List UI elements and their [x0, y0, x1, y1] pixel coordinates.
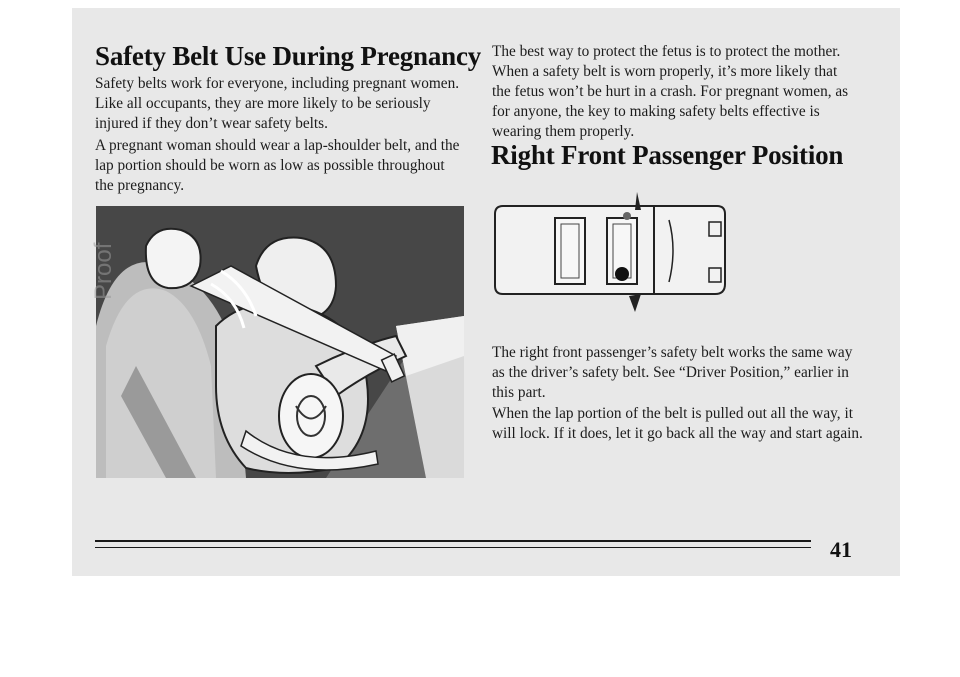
- passenger-position-heading: Right Front Passenger Position: [491, 140, 844, 170]
- fetus-protection-paragraph: The best way to protect the fetus is to protect the mother. When a safety belt is worn properly, it’s more likely that the fetus won’t be hurt in a crash. For pregnant women, as for anyone, the key to making safety belts effective is wearing them properly.: [492, 43, 849, 140]
- seating-position-diagram: [489, 192, 729, 314]
- footer-rule-top: [95, 540, 811, 542]
- proof-watermark: Proof: [90, 242, 117, 300]
- footer-rule-bottom: [95, 547, 811, 548]
- vehicle-top-view-drawing: [489, 192, 729, 314]
- pregnancy-heading: Safety Belt Use During Pregnancy: [95, 41, 482, 71]
- page-number: 41: [830, 537, 852, 562]
- pregnancy-paragraph-1: Safety belts work for everyone, including pregnant women. Like all occupants, they are more likely to be seriously injured if they don’t wear safety belts.: [95, 75, 460, 132]
- passenger-belt-paragraph-1: The right front passenger’s safety belt works the same way as the driver’s safety belt. See “Driver Position,” earlier in this part.: [492, 344, 853, 401]
- pregnancy-paragraph-2: A pregnant woman should wear a lap-shoulder belt, and the lap portion should be worn as low as possible throughout the pregnancy.: [95, 137, 460, 194]
- passenger-belt-paragraph-2: When the lap portion of the belt is pulled out all the way, it will lock. If it does, let it go back all the way and start again.: [492, 405, 863, 442]
